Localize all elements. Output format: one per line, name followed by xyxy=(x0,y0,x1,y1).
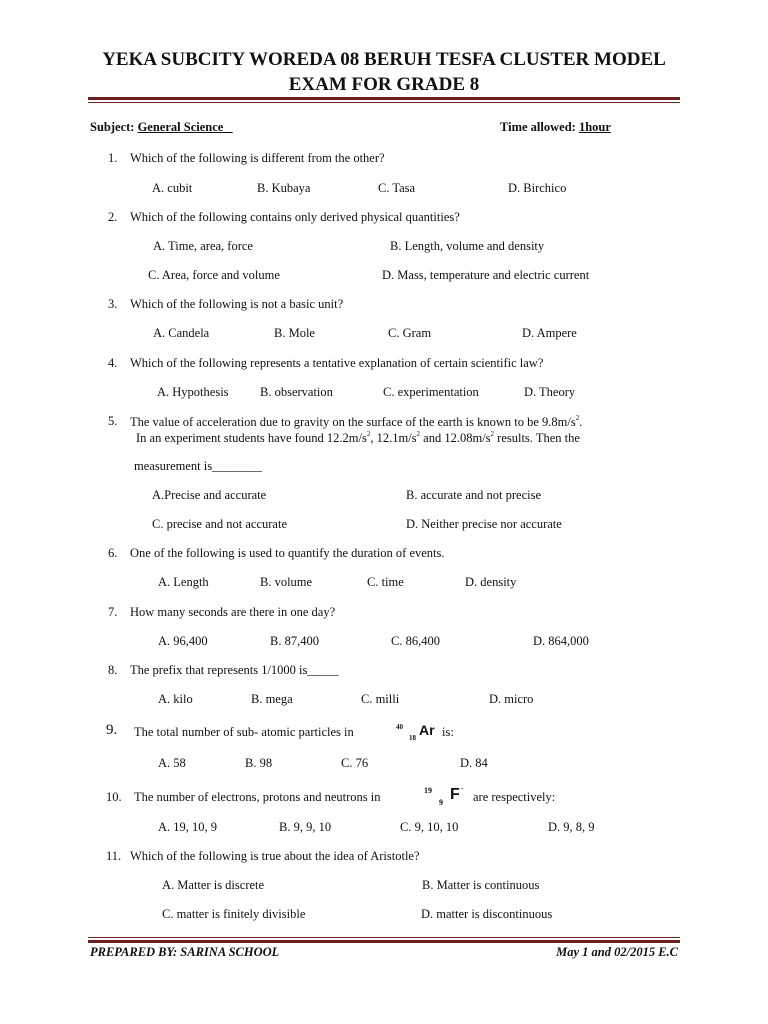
option: D. Mass, temperature and electric current xyxy=(382,268,590,282)
option: B. 98 xyxy=(245,756,273,770)
question-text: Which of the following represents a tentative explanation of certain scientific law? xyxy=(130,356,544,370)
question-text: How many seconds are there in one day? xyxy=(130,605,336,619)
option: C. experimentation xyxy=(383,385,479,399)
element-symbol: Ar xyxy=(419,722,435,738)
option: D. micro xyxy=(489,692,534,706)
option: C. time xyxy=(367,575,404,589)
option: A. Matter is discrete xyxy=(162,878,265,892)
option: B. observation xyxy=(260,385,333,399)
option: B. Mole xyxy=(274,326,315,340)
question-text-blank: measurement is________ xyxy=(134,459,263,473)
question-text: Which of the following is not a basic unit? xyxy=(130,297,344,311)
option: A. Hypothesis xyxy=(157,385,229,399)
option: D. Theory xyxy=(524,385,576,399)
subject-line xyxy=(90,120,233,135)
question-number: 9. xyxy=(106,722,118,738)
option: B. mega xyxy=(251,692,293,706)
option: C. Area, force and volume xyxy=(148,268,280,282)
question-number: 11. xyxy=(106,849,122,863)
option: C. 9, 10, 10 xyxy=(400,820,459,834)
question-text: The total number of sub- atomic particles in xyxy=(134,725,354,739)
footer-prepared-by: PREPARED BY: SARINA SCHOOL xyxy=(90,945,280,959)
option: A. Length xyxy=(158,575,209,589)
option: A. Time, area, force xyxy=(153,239,253,253)
option: C. Tasa xyxy=(378,181,416,195)
ion-charge: - xyxy=(461,784,464,792)
option: B. 9, 9, 10 xyxy=(279,820,332,834)
option: B. Matter is continuous xyxy=(422,878,540,892)
question-text: Which of the following contains only derived physical quantities? xyxy=(130,210,460,224)
element-symbol: F xyxy=(450,786,460,803)
question-number: 8. xyxy=(108,663,118,677)
exam-title-line2: EXAM FOR GRADE 8 xyxy=(288,74,480,95)
time-value: 1hour xyxy=(578,120,611,134)
option: D. 9, 8, 9 xyxy=(548,820,595,834)
option: C. matter is finitely divisible xyxy=(162,907,306,921)
option: D. Ampere xyxy=(522,326,577,340)
footer-rule-thin xyxy=(88,937,680,938)
option: B. Kubaya xyxy=(257,181,311,195)
exam-title-line1: YEKA SUBCITY WOREDA 08 BERUH TESFA CLUSTER MODEL xyxy=(102,49,666,70)
header-rule-thin xyxy=(88,102,680,103)
subject-label: Subject: xyxy=(90,120,135,134)
question-text: Which of the following is different from the other? xyxy=(130,151,385,165)
footer-rule-thick xyxy=(88,940,680,943)
subject-value: General Science xyxy=(137,120,224,134)
option: A. 58 xyxy=(158,756,186,770)
question-text: The number of electrons, protons and neutrons in xyxy=(134,790,381,804)
question-number: 1. xyxy=(108,151,118,165)
option: D. 864,000 xyxy=(533,634,589,648)
option: A.Precise and accurate xyxy=(152,488,267,502)
option: D. matter is discontinuous xyxy=(421,907,553,921)
option: A. cubit xyxy=(152,181,193,195)
option: B. volume xyxy=(260,575,313,589)
question-number: 4. xyxy=(108,356,118,370)
question-number: 2. xyxy=(108,210,118,224)
option: B. Length, volume and density xyxy=(390,239,545,253)
option: A. 96,400 xyxy=(158,634,208,648)
option: D. density xyxy=(465,575,517,589)
time-line xyxy=(500,120,611,135)
question-text-end: are respectively: xyxy=(473,790,556,804)
option: D. 84 xyxy=(460,756,488,770)
option: A. kilo xyxy=(158,692,193,706)
question-text-cont: In an experiment students have found $12.2m/s^2$, $12.1m/s^2$ and $12.08m/s^2$ results. Then the xyxy=(136,430,580,445)
footer-date: May 1 and 02/2015 E.C xyxy=(556,945,678,959)
question-text-end: is: xyxy=(442,725,454,739)
option: B. 87,400 xyxy=(270,634,319,648)
question-text: Which of the following is true about the idea of Aristotle? xyxy=(130,849,420,863)
option: C. Gram xyxy=(388,326,432,340)
option: C. 86,400 xyxy=(391,634,440,648)
question-number: 3. xyxy=(108,297,118,311)
question-number: 10. xyxy=(106,790,122,804)
question-text: The prefix that represents 1/1000 is_____ xyxy=(130,663,339,677)
option: A. 19, 10, 9 xyxy=(158,820,218,834)
option: C. precise and not accurate xyxy=(152,517,288,531)
question-number: 7. xyxy=(108,605,118,619)
option: A. Candela xyxy=(153,326,210,340)
option: B. accurate and not precise xyxy=(406,488,542,502)
question-text: The value of acceleration due to gravity on the surface of the earth is known to be $9.8m/s^2$. xyxy=(130,414,583,429)
option: D. Neither precise nor accurate xyxy=(406,517,562,531)
option: D. Birchico xyxy=(508,181,567,195)
header-rule-thick xyxy=(88,97,680,100)
question-text: One of the following is used to quantify the duration of events. xyxy=(130,546,445,560)
question-number: 5. xyxy=(108,414,118,428)
question-number: 6. xyxy=(108,546,118,560)
option: C. 76 xyxy=(341,756,369,770)
option: C. milli xyxy=(361,692,400,706)
time-label: Time allowed: xyxy=(500,120,576,134)
